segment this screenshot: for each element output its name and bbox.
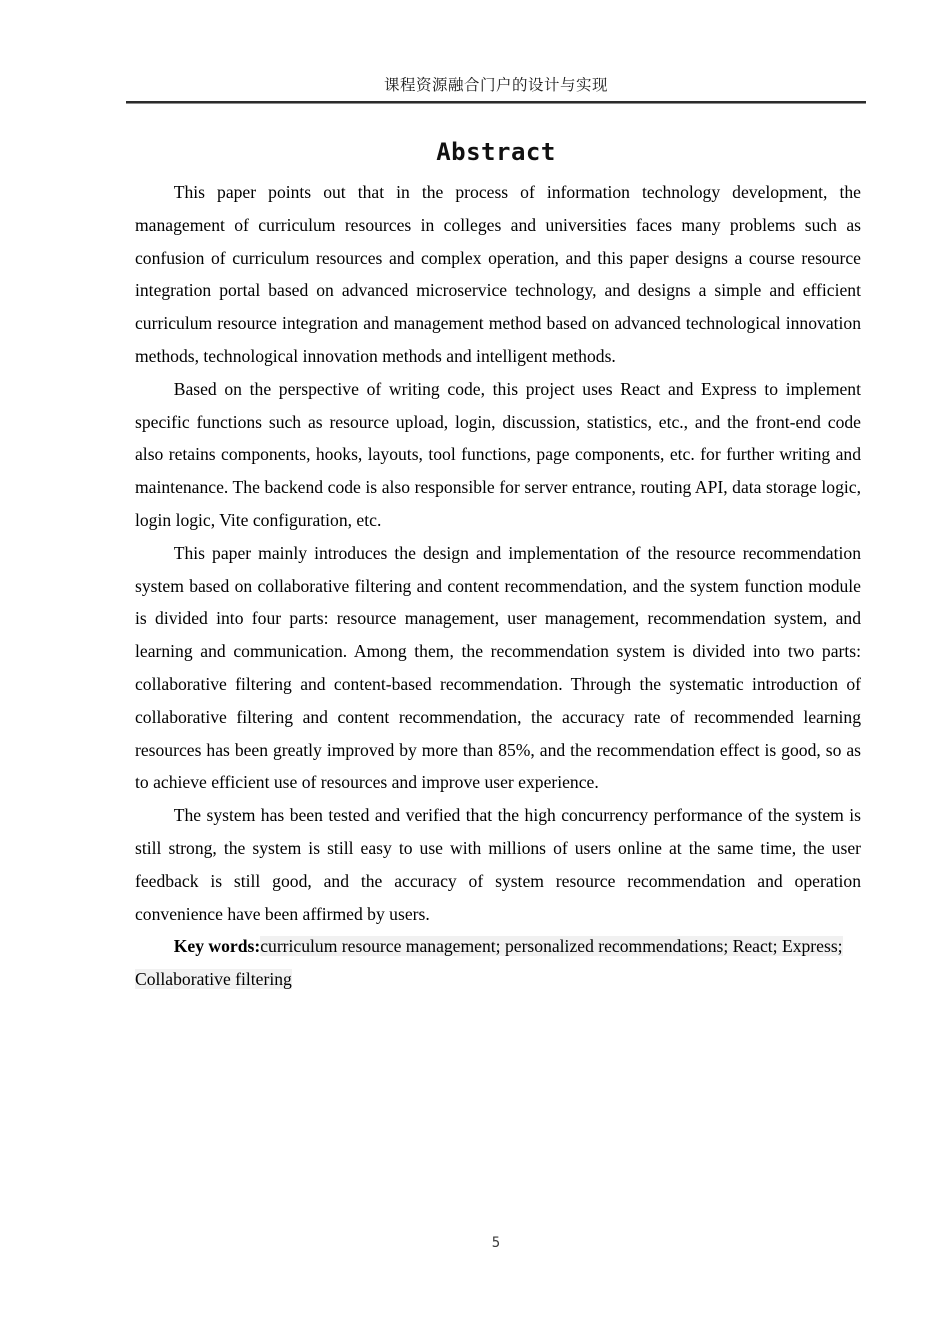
header-divider [126,101,866,104]
keywords-value: curriculum resource management; personalized recommendations; React; Express; Collaborative filtering [135,936,843,990]
running-header-title: 课程资源融合门户的设计与实现 [383,77,608,94]
paragraph: This paper mainly introduces the design and implementation of the resource recommendation system based on collaborative filtering and content recommendation, and the system function module is divided into four parts: resource management, user management, recommendation system, and learning and communication. Among them, the recommendation system is divided into two parts: collaborative filtering and content-based recommendation. Through the systematic introduction of collaborative filtering and content recommendation, the accuracy rate of recommended learning resources has been greatly improved by more than 85%, and the recommendation effect is good, so as to achieve efficient use of resources and improve user experience. [135,542,861,793]
keywords-line [135,930,861,996]
paragraph: Based on the perspective of writing code, this project uses React and Express to implement specific functions such as resource upload, login, discussion, statistics, etc., and the front-end code also retains components, hooks, layouts, tool functions, page components, etc. for further writing and maintenance. The backend code is also responsible for server entrance, routing API, data storage logic, login logic, Vite configuration, etc. [135,378,861,530]
page-number: 5 [491,1235,501,1251]
paragraph: The system has been tested and verified that the high concurrency performance of the system is still strong, the system is still easy to use with millions of users online at the same time, the user feedback is still good, and the accuracy of system resource recommendation and operation convenience have been affirmed by users. [135,805,861,924]
running-header [126,76,866,104]
abstract-body [135,176,861,996]
paragraph: This paper points out that in the process of information technology development, the management of curriculum resources in colleges and universities faces many problems such as confusion of curriculum resources and complex operation, and this paper designs a course resource integration portal based on advanced microservice technology, and designs a simple and efficient curriculum resource integration and management method based on advanced technological innovation methods, technological innovation methods and intelligent methods. [135,182,861,366]
keywords-label: Key words: [173,936,261,957]
page-title: Abstract [436,138,556,166]
